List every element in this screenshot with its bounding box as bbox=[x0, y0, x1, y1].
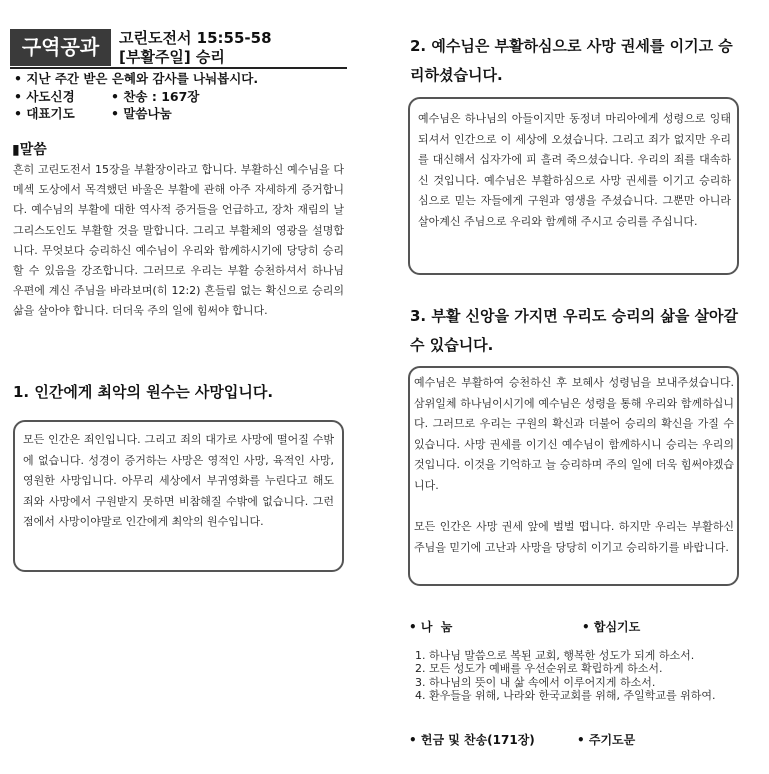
point-3-body-1: 예수님은 부활하여 승천하신 후 보혜사 성령님을 보내주셨습니다. 삼위일체 하나님이시기에 예수님은 성령을 통해 우리와 함께하십니다. 그러므로 우리는 구원의 확신과 더불어 승리의 확신을 가질 수 있습니다. 사망 권세를 이기신 예수님이 함께하시니 승리는 우리의 것입니다. 이것을 기억하고 늘 승리하며 주의 일에 더욱 힘써야겠습니다. bbox=[414, 376, 734, 492]
heading-marker-icon: ▮ bbox=[12, 142, 20, 158]
point-3-body-2: 모든 인간은 사망 권세 앞에 벌벌 떱니다. 하지만 우리는 부활하신 주님을 믿기에 고난과 사망을 당당히 이기고 승리하기를 바랍니다. bbox=[414, 520, 734, 554]
offering-heading: • 헌금 및 찬송(171장) bbox=[409, 733, 535, 747]
scripture-reference: 고린도전서 15:55-58 bbox=[119, 29, 272, 47]
order-item-creed: • 사도신경 bbox=[14, 89, 75, 104]
point-3-spacer bbox=[414, 496, 734, 517]
prayer-list bbox=[415, 649, 755, 702]
section-tag: 구역공과 bbox=[10, 29, 111, 66]
point-1-body: 모든 인간은 죄인입니다. 그리고 죄의 대가로 사망에 떨어질 수밖에 없습니다. 성경이 증거하는 사망은 영적인 사망, 육적인 사망, 영원한 사망입니다. 아무리 세상에서 부귀영화를 누린다고 해도 죄와 사망에서 구원받지 못하면 비참해질 수밖에 없습니다. 그런 점에서 사망이야말로 인간에게 최악의 원수입니다. bbox=[23, 433, 334, 528]
order-item-hymn: • 찬송 : 167장 bbox=[111, 89, 200, 104]
point-3-heading: 3. 부활 신앙을 가지면 우리도 승리의 삶을 살아갈 수 있습니다. bbox=[410, 307, 739, 354]
sermon-heading-text: 말씀 bbox=[19, 142, 47, 158]
point-3-box bbox=[408, 366, 739, 586]
point-1-box bbox=[13, 420, 344, 572]
prayer-heading: • 합심기도 bbox=[582, 620, 641, 634]
order-item-sharing: • 말씀나눔 bbox=[111, 106, 172, 121]
point-2-heading: 2. 예수님은 부활하심으로 사망 권세를 이기고 승리하셨습니다. bbox=[410, 37, 733, 84]
prayer-item: 4. 환우들을 위해, 나라와 한국교회를 위해, 주일학교를 위하여. bbox=[415, 688, 716, 702]
page-title: [부활주일] 승리 bbox=[119, 48, 225, 66]
point-2-body: 예수님은 하나님의 아들이지만 동정녀 마리아에게 성령으로 잉태되셔서 인간으로 이 세상에 오셨습니다. 그리고 죄가 없지만 우리를 대신해서 십자가에 피 흘려 죽으셨습니다. 우리의 죄를 대속하신 것입니다. 예수님은 부활하심으로 사망 권세를 이기고 승리하심으로 믿는 자들에게 구원과 영생을 주셨습니다. 그뿐만 아니라 살아계신 주님으로 우리와 함께해 주시고 승리를 주십니다. bbox=[418, 112, 731, 228]
prayer-item: 3. 하나님의 뜻이 내 삶 속에서 이루어지게 하소서. bbox=[415, 675, 656, 689]
sermon-heading bbox=[12, 141, 47, 159]
point-1-heading: 1. 인간에게 최악의 원수는 사망입니다. bbox=[13, 383, 274, 401]
prayer-item: 2. 모든 성도가 예배를 우선순위로 확립하게 하소서. bbox=[415, 662, 663, 676]
sermon-body: 흔히 고린도전서 15장을 부활장이라고 합니다. 부활하신 예수님을 다메섹 도상에서 목격했던 바울은 부활에 관해 아주 자세하게 증거합니다. 예수님의 부활에 대한 역사적 증거들을 언급하고, 장차 재림의 날 그리스도인도 부활할 것을 말합니다. 그리고 부활체의 영광을 설명합니다. 무엇보다 승리하신 예수님이 우리와 함께하시기에 당당히 승리할 수 있음을 강조합니다. 그러므로 우리는 부활 승천하셔서 하나님 우편에 계신 주님을 바라보며(히 12:2) 흔들림 없는 확신으로 승리의 삶을 살아야 합니다. 더더욱 주의 일에 힘써야 합니다. bbox=[13, 163, 344, 318]
order-intro: • 지난 주간 받은 은혜와 감사를 나눠봅시다. bbox=[14, 71, 259, 86]
order-item-prayer: • 대표기도 bbox=[14, 106, 75, 121]
sharing-heading: • 나 눔 bbox=[409, 620, 453, 634]
header-divider bbox=[10, 67, 347, 69]
point-2-box bbox=[408, 97, 739, 275]
lords-prayer-heading: • 주기도문 bbox=[577, 733, 636, 747]
prayer-item: 1. 하나님 말씀으로 복된 교회, 행복한 성도가 되게 하소서. bbox=[415, 649, 695, 662]
